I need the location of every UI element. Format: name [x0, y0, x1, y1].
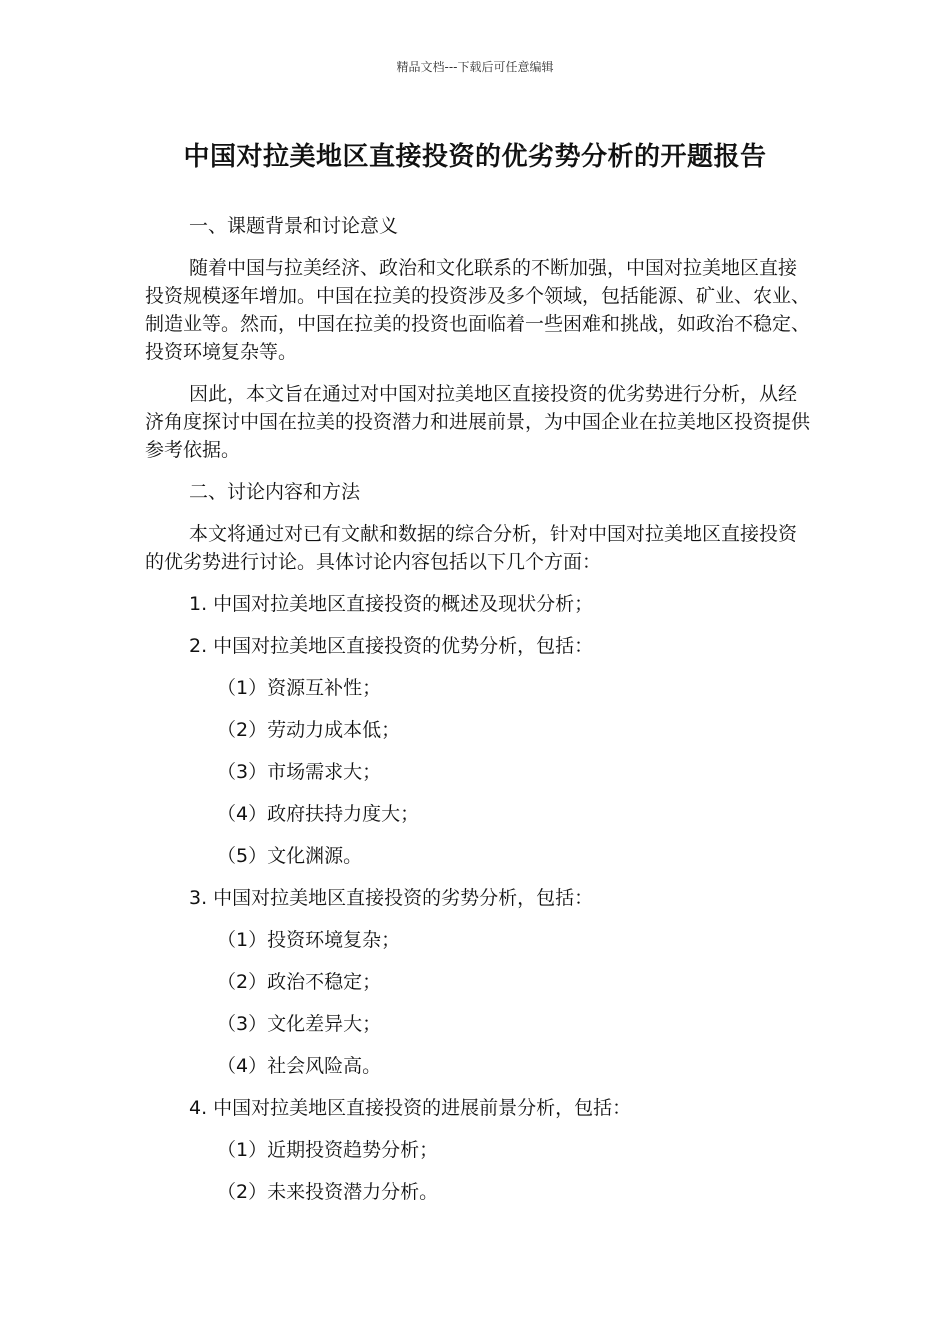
sub-list-item: （4）政府扶持力度大；	[217, 803, 420, 825]
sub-list-item: （1）投资环境复杂；	[217, 929, 401, 951]
sub-list-item: （2）劳动力成本低；	[217, 719, 401, 741]
section-heading-2: 二、讨论内容和方法	[189, 481, 361, 503]
list-item: 4. 中国对拉美地区直接投资的进展前景分析，包括：	[189, 1097, 632, 1119]
paragraph: 因此，本文旨在通过对中国对拉美地区直接投资的优劣势进行分析，从经济角度探讨中国在拉美的投资潜力和进展前景，为中国企业在拉美地区投资提供参考依据。	[145, 383, 811, 461]
document-title: 中国对拉美地区直接投资的优劣势分析的开题报告	[183, 142, 767, 172]
list-item: 3. 中国对拉美地区直接投资的劣势分析，包括：	[189, 887, 594, 909]
sub-list-item: （1）资源互补性；	[217, 677, 382, 699]
list-item: 1. 中国对拉美地区直接投资的概述及现状分析；	[189, 593, 594, 615]
sub-list-item: （3）文化差异大；	[217, 1013, 382, 1035]
paragraph: 本文将通过对已有文献和数据的综合分析，针对中国对拉美地区直接投资的优劣势进行讨论。具体讨论内容包括以下几个方面：	[145, 523, 798, 573]
document-body	[145, 212, 810, 1220]
paragraph: 随着中国与拉美经济、政治和文化联系的不断加强，中国对拉美地区直接投资规模逐年增加。中国在拉美的投资涉及多个领域，包括能源、矿业、农业、制造业等。然而，中国在拉美的投资也面临着一些困难和挑战，如政治不稳定、投资环境复杂等。	[145, 257, 811, 363]
page-header: 精品文档---下载后可任意编辑	[396, 60, 554, 74]
list-item: 2. 中国对拉美地区直接投资的优势分析，包括：	[189, 635, 594, 657]
sub-list-item: （5）文化渊源。	[217, 845, 363, 867]
section-heading-1: 一、课题背景和讨论意义	[189, 215, 399, 237]
sub-list-item: （3）市场需求大；	[217, 761, 382, 783]
sub-list-item: （2）政治不稳定；	[217, 971, 382, 993]
sub-list-item: （2）未来投资潜力分析。	[217, 1181, 439, 1203]
sub-list-item: （1）近期投资趋势分析；	[217, 1139, 439, 1161]
sub-list-item: （4）社会风险高。	[217, 1055, 382, 1077]
